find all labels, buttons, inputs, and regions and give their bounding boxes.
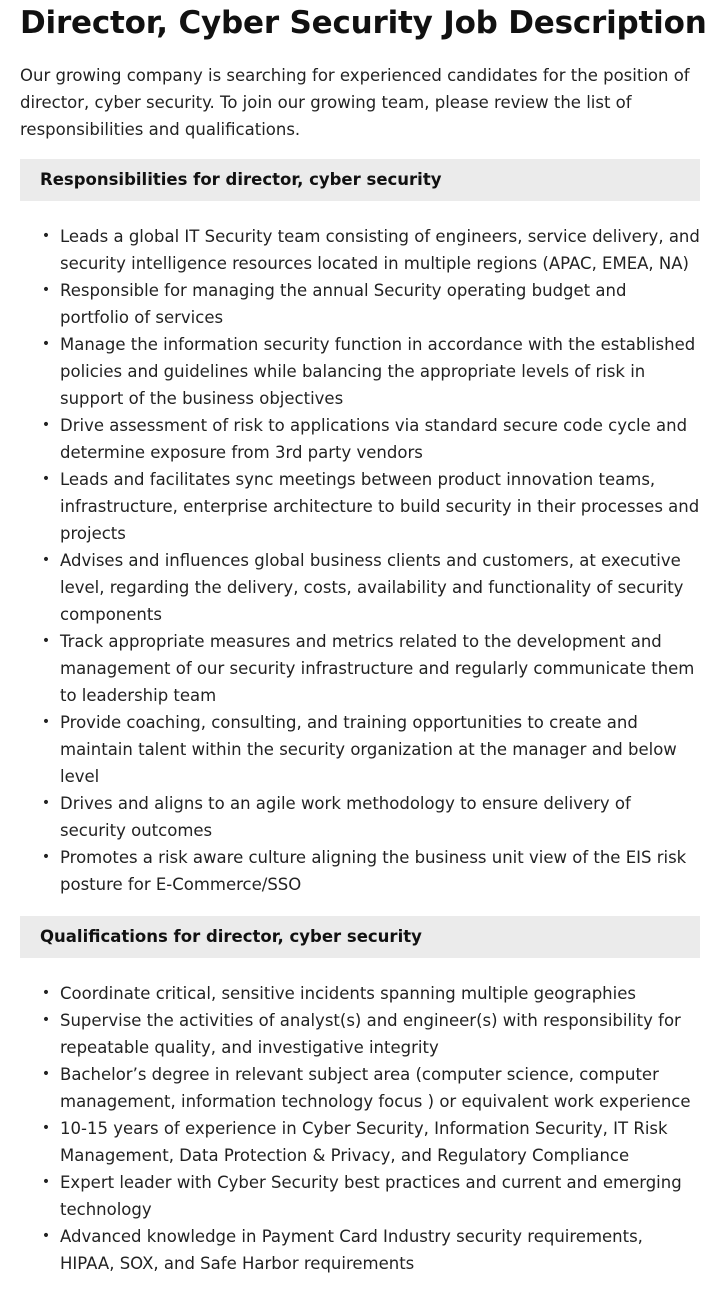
list-item: [41, 1169, 700, 1223]
bullet-icon: •: [41, 552, 51, 568]
list-item-text: Bachelor’s degree in relevant subject area (computer science, computer management, information technology focus ) or equivalent work experience: [60, 1065, 691, 1111]
list-item-text: Leads and facilitates sync meetings between product innovation teams, infrastructure, enterprise architecture to build security in their processes and projects: [60, 470, 700, 543]
list-item-text: 10-15 years of experience in Cyber Security, Information Security, IT Risk Management, Data Protection & Privacy, and Regulatory Compliance: [60, 1119, 668, 1165]
list-item: [41, 1007, 700, 1061]
list-item: [41, 1115, 700, 1169]
bullet-icon: •: [41, 1228, 51, 1244]
list-item: [41, 331, 700, 412]
bullet-icon: •: [41, 228, 51, 244]
list-item: [41, 709, 700, 790]
list-item-text: Promotes a risk aware culture aligning the business unit view of the EIS risk posture for E-Commerce/SSO: [60, 848, 687, 894]
list-item-text: Coordinate critical, sensitive incidents spanning multiple geographies: [60, 984, 636, 1003]
bullet-icon: •: [41, 336, 51, 352]
bullet-icon: •: [41, 1174, 51, 1190]
list-item: [41, 412, 700, 466]
responsibilities-list: [20, 223, 700, 898]
bullet-icon: •: [41, 1120, 51, 1136]
qualifications-list: [20, 980, 700, 1277]
bullet-icon: •: [41, 633, 51, 649]
bullet-icon: •: [41, 714, 51, 730]
list-item-text: Manage the information security function in accordance with the established policies and guidelines while balancing the appropriate levels of risk in support of the business objectives: [60, 335, 696, 408]
list-item-text: Drive assessment of risk to applications via standard secure code cycle and determine exposure from 3rd party vendors: [60, 416, 688, 462]
qualifications-heading: Qualifications for director, cyber security: [20, 916, 700, 958]
list-item-text: Advises and influences global business clients and customers, at executive level, regarding the delivery, costs, availability and functionality of security components: [60, 551, 684, 624]
list-item-text: Expert leader with Cyber Security best practices and current and emerging technology: [60, 1173, 682, 1219]
list-item: [41, 223, 700, 277]
bullet-icon: •: [41, 417, 51, 433]
list-item-text: Leads a global IT Security team consisting of engineers, service delivery, and security intelligence resources located in multiple regions (APAC, EMEA, NA): [60, 227, 700, 273]
bullet-icon: •: [41, 1012, 51, 1028]
list-item: [41, 277, 700, 331]
bullet-icon: •: [41, 471, 51, 487]
page-title: Director, Cyber Security Job Description: [20, 5, 707, 41]
bullet-icon: •: [41, 795, 51, 811]
bullet-icon: •: [41, 1066, 51, 1082]
list-item-text: Drives and aligns to an agile work methodology to ensure delivery of security outcomes: [60, 794, 631, 840]
bullet-icon: •: [41, 849, 51, 865]
list-item-text: Responsible for managing the annual Security operating budget and portfolio of services: [60, 281, 627, 327]
list-item: [41, 790, 700, 844]
responsibilities-heading: Responsibilities for director, cyber security: [20, 159, 700, 201]
bullet-icon: •: [41, 282, 51, 298]
list-item: [41, 628, 700, 709]
list-item: [41, 844, 700, 898]
list-item: [41, 1061, 700, 1115]
list-item: [41, 980, 700, 1007]
list-item-text: Advanced knowledge in Payment Card Industry security requirements, HIPAA, SOX, and Safe Harbor requirements: [60, 1227, 643, 1273]
list-item: [41, 547, 700, 628]
list-item-text: Supervise the activities of analyst(s) and engineer(s) with responsibility for repeatable quality, and investigative integrity: [60, 1011, 681, 1057]
bullet-icon: •: [41, 985, 51, 1001]
list-item-text: Track appropriate measures and metrics related to the development and management of our security infrastructure and regularly communicate them to leadership team: [60, 632, 695, 705]
list-item-text: Provide coaching, consulting, and training opportunities to create and maintain talent within the security organization at the manager and below level: [60, 713, 677, 786]
intro-paragraph: Our growing company is searching for experienced candidates for the position of director, cyber security. To join our growing team, please review the list of responsibilities and qualifications.: [20, 66, 690, 139]
list-item: [41, 466, 700, 547]
list-item: [41, 1223, 700, 1277]
